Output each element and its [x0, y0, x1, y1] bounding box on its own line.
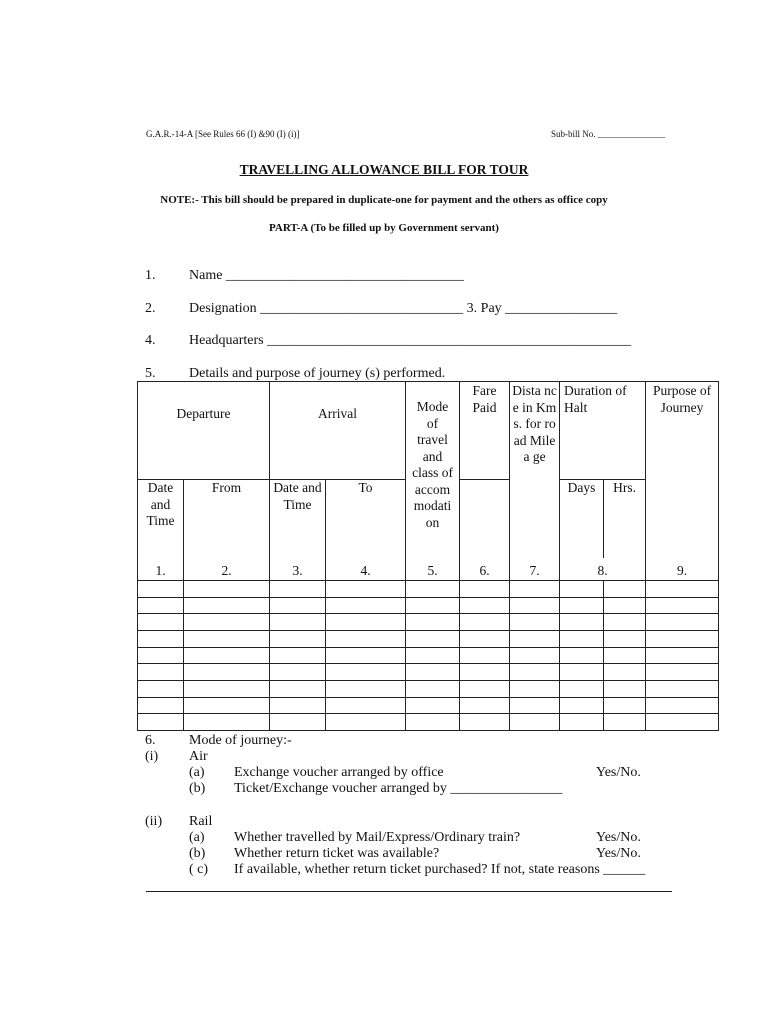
fare-blank — [460, 480, 510, 558]
headquarters-field[interactable]: Headquarters ____________________________________________________ — [189, 333, 632, 348]
rail-c-label: ( c) — [189, 862, 209, 877]
fare-paid-header: Fare Paid — [460, 382, 510, 480]
air-a-yes-no[interactable]: Yes/No. — [596, 765, 641, 780]
col-number: 5. — [406, 558, 460, 580]
purpose-header: Purpose of Journey — [646, 382, 719, 559]
item-2-number: 2. — [145, 301, 156, 316]
hours-header: Hrs. — [604, 480, 646, 558]
reasons-line — [146, 891, 672, 892]
col-number: 7. — [510, 558, 560, 580]
distance-header: Dista nce in Kms. for road Milea ge — [510, 382, 560, 559]
note-text: NOTE:- This bill should be prepared in duplicate-one for payment and the others as office copy — [160, 194, 608, 206]
col-number: 6. — [460, 558, 510, 580]
item-5-number: 5. — [145, 366, 156, 381]
col-number: 9. — [646, 558, 719, 580]
air-b-field[interactable]: Ticket/Exchange voucher arranged by ________________ — [234, 781, 563, 796]
air-a-label: (a) — [189, 765, 205, 780]
journey-table — [137, 381, 719, 731]
table-row — [138, 647, 719, 664]
designation-pay-field[interactable]: Designation _____________________________ 3. Pay ________________ — [189, 301, 618, 316]
rail-b-text: Whether return ticket was available? — [234, 846, 440, 861]
form-code: G.A.R.-14-A [See Rules 66 (I) &90 (I) (i)] — [146, 129, 300, 139]
part-a-heading: PART-A (To be filled up by Government servant) — [269, 222, 499, 234]
mode-of-journey-label: Mode of journey:- — [189, 733, 292, 748]
days-header: Days — [560, 480, 604, 558]
col-number: 4. — [326, 558, 406, 580]
arrival-date-header: Date and Time — [270, 480, 326, 558]
arrival-header: Arrival — [270, 382, 406, 480]
air-b-label: (b) — [189, 781, 206, 796]
departure-date-header: Date and Time — [138, 480, 184, 558]
col-number: 3. — [270, 558, 326, 580]
mode-header: Mode of travel and class of accom modati on — [406, 382, 460, 559]
col-number: 1. — [138, 558, 184, 580]
departure-header: Departure — [138, 382, 270, 480]
item-6-number: 6. — [145, 733, 156, 748]
name-field[interactable]: Name __________________________________ — [189, 268, 464, 283]
rail-a-text: Whether travelled by Mail/Express/Ordinary train? — [234, 830, 521, 845]
rail-label: Rail — [189, 814, 213, 829]
rail-a-label: (a) — [189, 830, 205, 845]
to-header: To — [326, 480, 406, 558]
table-row — [138, 580, 719, 597]
col-number: 8. — [560, 558, 646, 580]
from-header: From — [184, 480, 270, 558]
item-4-number: 4. — [145, 333, 156, 348]
table-row — [138, 697, 719, 714]
air-number: (i) — [145, 749, 159, 764]
col-number: 2. — [184, 558, 270, 580]
rail-a-yes-no[interactable]: Yes/No. — [596, 830, 641, 845]
rail-c-field[interactable]: If available, whether return ticket purchased? If not, state reasons ______ — [234, 862, 646, 877]
table-row — [138, 714, 719, 731]
table-row — [138, 614, 719, 631]
table-row — [138, 680, 719, 697]
item-1-number: 1. — [145, 268, 156, 283]
rail-b-label: (b) — [189, 846, 206, 861]
journey-details-label: Details and purpose of journey (s) performed. — [189, 366, 446, 381]
sub-bill-number: Sub-bill No. _______________ — [551, 129, 666, 139]
table-row — [138, 664, 719, 681]
duration-header: Duration of Halt — [560, 382, 646, 480]
rail-number: (ii) — [145, 814, 163, 829]
table-row — [138, 597, 719, 614]
table-row — [138, 630, 719, 647]
page-title: TRAVELLING ALLOWANCE BILL FOR TOUR — [239, 162, 529, 177]
air-a-text: Exchange voucher arranged by office — [234, 765, 444, 780]
air-label: Air — [189, 749, 208, 764]
rail-b-yes-no[interactable]: Yes/No. — [596, 846, 641, 861]
